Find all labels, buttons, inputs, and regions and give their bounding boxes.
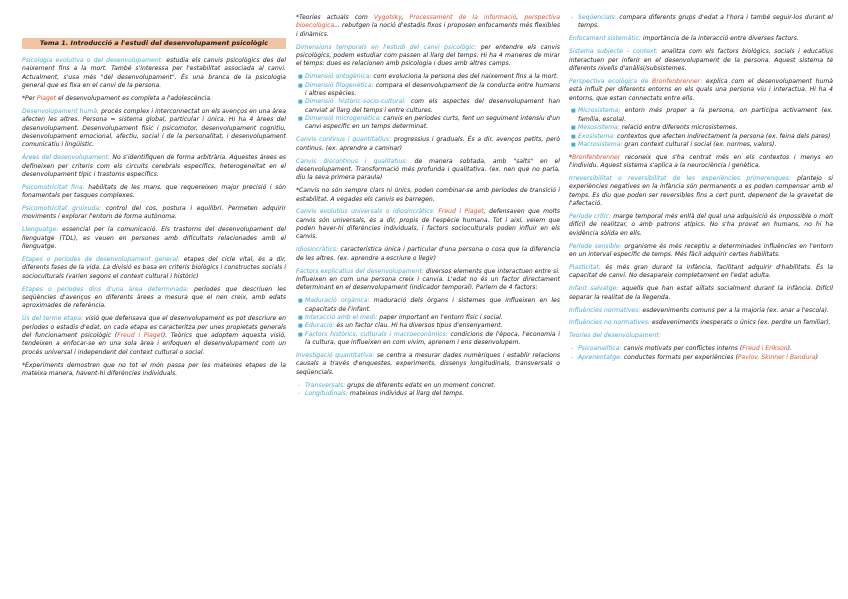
list-dimensions bbox=[296, 73, 560, 131]
list-item bbox=[569, 107, 833, 124]
term: Perspectiva ecològica de bbox=[569, 77, 653, 85]
square-bullet-icon: ■ bbox=[298, 315, 303, 321]
term: Microsistema: bbox=[578, 107, 621, 115]
page-title: Tema 1. Introducció a l'estudi del desenvolupament psicològic bbox=[22, 38, 286, 49]
paragraph-perspectiva-ecologica bbox=[569, 78, 833, 103]
term: Enfocament sistemàtic: bbox=[569, 35, 641, 43]
definition: plantejo si experiències negatives en la infància són permanents o es poden compensar amb el temps. Es diu que poden ser reversibles fins a cert punt, depenent de la gravetat de l'afectació. bbox=[569, 175, 833, 208]
paragraph-etapes-general bbox=[22, 256, 286, 281]
term: Influències no normatives: bbox=[569, 319, 650, 327]
definition: grups de diferents edats en un moment concret. bbox=[345, 381, 496, 389]
square-bullet-icon: ■ bbox=[571, 133, 576, 140]
list-teories bbox=[569, 345, 833, 362]
definition: mateixos individus al llarg del temps. bbox=[347, 389, 465, 397]
term: Maduració orgànica: bbox=[305, 297, 370, 305]
definition: se centra a mesurar dades numèriques i establir relacions causals a través d'enquestes, experiments, dissenys longitudinals, transversals o seqüencials. bbox=[296, 351, 560, 376]
definition-end: ) bbox=[815, 353, 819, 361]
definition: paper important en l'entorn físic i social. bbox=[377, 314, 503, 321]
paragraph-periode-sensible bbox=[569, 243, 833, 260]
definition: compara el desenvolupament de la conducta entre humans i altres espècies. bbox=[305, 81, 560, 97]
paragraph-psicomotricitat-gruixuda bbox=[22, 205, 286, 222]
square-bullet-icon: ■ bbox=[298, 99, 303, 106]
definition: maduració dels òrgans i sistemes que influeixen en les capacitats de l'infant. bbox=[305, 297, 560, 313]
definition: com evoluciona la persona des del naixement fins a la mort. bbox=[371, 73, 559, 81]
dash-bullet-icon: - bbox=[571, 345, 574, 353]
term: Seqüencials: bbox=[578, 14, 617, 21]
note-prefix: *Teories actuals com bbox=[296, 14, 374, 21]
author: Bronfenbrenner bbox=[572, 153, 621, 161]
list-item bbox=[569, 133, 833, 141]
square-bullet-icon: ■ bbox=[298, 331, 303, 338]
term: Llenguatge: bbox=[22, 226, 59, 234]
paragraph-etapes-area bbox=[22, 286, 286, 311]
term: Psicoanalítica: bbox=[578, 345, 622, 353]
dash-bullet-icon: - bbox=[571, 14, 574, 21]
definition: relació entre diferents microsistemes. bbox=[619, 124, 738, 132]
paragraph-periode-critic bbox=[569, 213, 833, 238]
term: Transversals: bbox=[305, 381, 346, 389]
column-left bbox=[22, 14, 286, 597]
square-bullet-icon: ■ bbox=[298, 74, 303, 81]
paragraph-infant-salvatge bbox=[569, 285, 833, 302]
term: Desenvolupament humà: bbox=[22, 107, 100, 115]
definition: és més gran durant la infància, facilitant adquirir d'habilitats. És la capacitat de canvi. No desapareix completament en l'edat adulta. bbox=[569, 263, 833, 280]
term: Teories del desenvolupament: bbox=[569, 332, 661, 340]
author: Pavlov, Skinner i Bandura bbox=[737, 353, 816, 361]
paragraph-bronfenbrenner-note bbox=[569, 154, 833, 171]
term: Macrosistema: bbox=[578, 140, 623, 148]
definition: aquells que han estat aïllats socialment durant la infància. Difícil separar la realitat de la llegenda. bbox=[569, 285, 833, 301]
term: Educació: bbox=[305, 322, 335, 330]
square-bullet-icon: ■ bbox=[298, 323, 303, 330]
definition: canvis motivats per conflictes interns ( bbox=[621, 345, 743, 353]
list-item bbox=[296, 331, 560, 348]
author: Processament de la informació bbox=[409, 14, 517, 21]
term: Idiosincràtics: bbox=[296, 246, 339, 254]
definition: visió que defensava que el desenvolupament es pot descriure en períodes o estadis d'edat, on cada etapa es caracteritza per unes propietats generals del funcionament psicològic ( bbox=[22, 315, 286, 339]
paragraph-idiosincratics bbox=[296, 246, 560, 263]
term: Irreversibilitat o reversibilitat de les experiències primerenques: bbox=[569, 175, 791, 183]
paragraph-teories-desenvolupament bbox=[569, 332, 833, 340]
list-item bbox=[296, 98, 560, 115]
author: Freud i Erikson bbox=[742, 345, 788, 353]
definition: conductes formats per experiències ( bbox=[621, 353, 738, 361]
definition: entorn més proper a la persona, on participa activament (ex. família, escola). bbox=[578, 107, 833, 123]
dash-bullet-icon: - bbox=[298, 381, 301, 389]
term: Psicologia evolutiva o del desenvolupament: bbox=[22, 57, 164, 64]
definition: gran context cultural i social (ex. normes, valors). bbox=[622, 140, 777, 148]
paragraph-desenvolupament-huma bbox=[22, 108, 286, 150]
list-item bbox=[296, 322, 560, 330]
definition: importància de la interacció entre diverses factors. bbox=[640, 35, 799, 43]
term: Dimensió històric-socio-cultural: bbox=[305, 98, 407, 106]
paragraph-influencies-normatives bbox=[569, 307, 833, 315]
list-dissenys-cont bbox=[569, 14, 833, 31]
paragraph-teories-actuals bbox=[296, 14, 560, 39]
term: Canvis discontinus i qualitatius: bbox=[296, 157, 408, 165]
list-dissenys bbox=[296, 382, 560, 399]
paragraph-enfocament-sistematic bbox=[569, 35, 833, 43]
paragraph-arees bbox=[22, 154, 286, 179]
column-middle bbox=[296, 14, 560, 597]
definition: etapes del cicle vital, és a dir, diferents fases de la vida. La divisió es basa en criteris biològics i constructes socials i socioculturals (varien segons el context cultural i històric) bbox=[22, 256, 286, 280]
paragraph-plasticitat bbox=[569, 264, 833, 281]
definition-cont: ). Teòrics que adoptem aquesta visió, tendeixen a enfocar-se en una sola àrea i enfoquen el desenvolupament com un procés universal i independent del context cultural o social. bbox=[22, 331, 286, 356]
paragraph-canvis-universals bbox=[296, 208, 560, 241]
definition: , defensaven que molts canvis són universals, és a dir, propis de l'espècie humana. Tot i així, veiem que poden haver-hi diferències individuals, i factors socioculturals poden influir en els canvis. bbox=[296, 208, 560, 241]
list-item bbox=[569, 354, 833, 362]
square-bullet-icon: ■ bbox=[298, 298, 303, 305]
paragraph-canvis-note: *Canvis no són sempre clars ni únics, poden combinar-se amb períodes de transició i estabilitat. A vegades els canvis es barregen. bbox=[296, 187, 560, 203]
term: Factors històrics, culturals i macroeconòmics: bbox=[305, 330, 448, 338]
square-bullet-icon: ■ bbox=[571, 125, 576, 132]
definition: com els aspectes del desenvolupament han canviat al llarg del temps i entre cultures. bbox=[305, 98, 560, 114]
paragraph-experiments-note: *Experiments demostren que no tot el món passa per les mateixes etapes de la mateixa manera, havent-hi diferències individuals. bbox=[22, 361, 286, 377]
definition: és un factor clau. Hi ha diversos tipus d'ensenyament. bbox=[334, 322, 503, 330]
term: Etapes o períodes de desenvolupament general: bbox=[22, 256, 180, 264]
list-factors bbox=[296, 297, 560, 347]
note-prefix: *Per bbox=[22, 94, 37, 102]
term: Psicomotricitat gruixuda: bbox=[22, 205, 102, 213]
definition-end: ). bbox=[787, 345, 792, 353]
term: Període crític: bbox=[569, 213, 612, 221]
column-right bbox=[569, 14, 833, 597]
paragraph-sistema-subjecte bbox=[569, 48, 833, 73]
definition: progressius i graduals. És a dir, avenços petits, però continus. (ex. aprendre a caminar) bbox=[296, 136, 560, 152]
paragraph-irreversibilitat bbox=[569, 175, 833, 208]
list-item bbox=[569, 345, 833, 353]
definition: marge temporal més enllà del qual una adquisició és impossible o molt difícil de realitzar, o amb patrons atípics. No s'ha provat en humans, no hi ha evidència sòlida en ells. bbox=[569, 213, 833, 237]
term: Canvis continus i quantitatius: bbox=[296, 136, 392, 144]
term: Dimensió microgenètica: bbox=[305, 114, 382, 122]
definition: esdeveniments inesperats o únics (ex. perdre un familiar). bbox=[649, 319, 831, 327]
author: perspectiva bioecològica bbox=[296, 14, 560, 30]
paragraph-influencies-no-normatives bbox=[569, 319, 833, 327]
definition: per entendre els canvis psicològics, podem estudiar com passen al llarg del temps. Hi ha 4 maneres de mirar el temps: dues es relacionen amb psicologia i dues amb altres camps. bbox=[296, 43, 560, 68]
square-bullet-icon: ■ bbox=[298, 82, 303, 89]
list-item bbox=[569, 124, 833, 132]
list-item bbox=[296, 390, 560, 398]
definition: condicions de l'època, l'economia i la cultura, que influeixen en com vivim, aprenem i ens desenvolupem. bbox=[305, 330, 560, 347]
term: Aprenentatge: bbox=[578, 353, 622, 361]
definition: organisme és més receptiu a determinades influències en l'entorn en un interval específic de temps. Més fàcil adquirir certes habilitats. bbox=[569, 242, 833, 258]
author: Piaget bbox=[36, 94, 57, 102]
definition: compara diferents grups d'edat a l'hora i també seguir-los durant el temps. bbox=[578, 14, 833, 30]
term: Dimensió ontogènica: bbox=[305, 73, 372, 81]
list-item bbox=[569, 14, 833, 31]
note-prefix: * bbox=[569, 153, 573, 161]
list-item bbox=[296, 382, 560, 390]
square-bullet-icon: ■ bbox=[298, 115, 303, 122]
list-item bbox=[296, 82, 560, 99]
term: Longitudinals: bbox=[305, 389, 348, 397]
square-bullet-icon: ■ bbox=[571, 108, 576, 115]
term: Ús del terme etapa: bbox=[22, 315, 84, 323]
separator: , bbox=[401, 14, 410, 21]
author: Freud i Piaget bbox=[117, 331, 163, 339]
definition: procés complex i interconnectat on els avenços en una àrea afecten les altres. Persona = sistema global, particular i única. Hi ha 4 àrees del desenvolupament. Desenvolupament físic i psicomotor, desenvolupament cognitiu, desenvolupament emocional, afectiu, social i de la personalitat, i desenvolupament comunicatiu i lingüístic. bbox=[22, 107, 286, 149]
list-sistemes bbox=[569, 107, 833, 149]
term: Infant salvatge: bbox=[569, 285, 619, 293]
definition: canvis en períodes curts, fent un seguiment intensiu d'un canvi específic en un temps determinat. bbox=[305, 114, 560, 131]
paragraph-llenguatge bbox=[22, 226, 286, 251]
definition: diversos elements que interactuen entre si. Influeixen en com una persona creix i canvia. L'edat no és un factor directament determinant en el desenvolupament (indicador temporal). Parlem de 4 factors: bbox=[296, 267, 560, 292]
term: Dimensió filogenètica: bbox=[305, 81, 374, 89]
note-text: el desenvolupament es completa a l'adolescència. bbox=[56, 94, 213, 102]
term: Exosistema: bbox=[578, 132, 616, 140]
term: Mesosistema: bbox=[578, 124, 620, 132]
dash-bullet-icon: - bbox=[571, 353, 574, 361]
definition: esdeveniments comuns per a la majoria (ex. anar a l'escola). bbox=[640, 306, 829, 314]
definition: analitza com els factors biològics, socials i educatius interactuen per inferir en el desenvolupament de la persona. Aquest sistema té diferents nivells d'anàlisi/subsistemes. bbox=[569, 48, 833, 72]
list-item bbox=[569, 141, 833, 149]
note-text: reconeix que s'ha centrat més en els contextos i menys en l'individu. Aquest sistema s'aplica a la neurociència i genètica. bbox=[569, 153, 833, 170]
paragraph-canvis-discontinus bbox=[296, 158, 560, 183]
paragraph-investigacio-quantitativa bbox=[296, 352, 560, 377]
term: Interacció amb el medi: bbox=[305, 314, 378, 321]
term: Sistema subjecte – context: bbox=[569, 48, 658, 56]
term: Període sensible: bbox=[569, 242, 622, 250]
definition: característica única i particular d'una persona o cosa que la diferencia de les altres. (ex. aprendre a escriure o llegir) bbox=[296, 246, 560, 262]
dash-bullet-icon: - bbox=[298, 389, 301, 397]
paragraph-factors-explicatius bbox=[296, 268, 560, 293]
definition: control del cos, postura i equilibri. Permeten adquirir moviments i explorar l'entorn de forma autònoma. bbox=[22, 205, 286, 221]
term: Etapes o períodes dins d'una àrea determinada: bbox=[22, 285, 189, 293]
author: Vygotsky bbox=[373, 14, 402, 21]
term: Influències normatives: bbox=[569, 306, 641, 314]
term: Psicomotricitat fina: bbox=[22, 183, 85, 191]
definition: de manera sobtada, amb "salts" en el desenvolupament. Transformació més profunda i qualitativa. (ex. nen que no parla, diu la seva primera paraula) bbox=[296, 157, 560, 182]
term: Plasticitat: bbox=[569, 263, 601, 271]
author: Freud i Piaget bbox=[434, 208, 484, 216]
list-item bbox=[296, 297, 560, 314]
definition: No s'identifiquen de forma arbitrària. Aquestes àrees es defineixen per criteris com els circuits cerebrals específics, heterogeneïtat en el desenvolupament típic i trastorns específics. bbox=[22, 154, 286, 178]
term: Investigació quantitativa: bbox=[296, 351, 375, 359]
term-colon: : bbox=[700, 77, 703, 85]
list-item bbox=[296, 115, 560, 132]
definition: essencial per la comunicació. Els trastorns del desenvolupament del llenguatge (TDL), es veuen en persones amb dificultats relacionades amb el llenguatge. bbox=[22, 226, 286, 251]
definition: contextos que afecten indirectament la persona (ex. feina dels pares) bbox=[615, 132, 831, 140]
term: Canvis evolutius universals o idiosincràtics: bbox=[296, 208, 435, 216]
definition: períodes que descriuen les seqüències d'avenços en diferents àrees a mesura que el nen creix, amb edats aproximades de referència. bbox=[22, 285, 286, 310]
definition: explica com el desenvolupament humà està influït per diferents entorns en els quals una persona viu i interactua. Hi ha 4 entorns, que estan connectats entre ells. bbox=[569, 77, 833, 102]
author: Bronfenbrenner bbox=[652, 77, 701, 85]
paragraph-piaget-note bbox=[22, 95, 286, 103]
term: Dimensions temporals en l'estudi del canvi psicològic: bbox=[296, 43, 477, 51]
definition: estudia els canvis psicològics des del naixement fins a la mort. També s'interessa per l'estabilitat associada al canvi. Actualment, s'usa més "del desenvolupament". És una branca de la psicologia general que es fixa en el canvi de la persona. bbox=[22, 57, 286, 90]
paragraph-canvis-continus bbox=[296, 136, 560, 153]
note-text: ... rebutgen la noció d'estadis fixos i proposen enfocaments més flexibles i dinàmics. bbox=[296, 22, 560, 38]
paragraph-us-terme-etapa bbox=[22, 315, 286, 357]
paragraph-psicologia bbox=[22, 57, 286, 90]
list-item bbox=[296, 73, 560, 81]
separator: , bbox=[516, 14, 525, 21]
term: Àrees del desenvolupament: bbox=[22, 154, 111, 162]
square-bullet-icon: ■ bbox=[571, 141, 576, 148]
paragraph-psicomotricitat-fina bbox=[22, 184, 286, 201]
paragraph-dimensions-temporals bbox=[296, 44, 560, 69]
term: Factors explicatius del desenvolupament: bbox=[296, 267, 424, 275]
definition: habilitats de les mans, que requereixen major precisió i són fonamentals per tasques complexes. bbox=[22, 183, 286, 200]
